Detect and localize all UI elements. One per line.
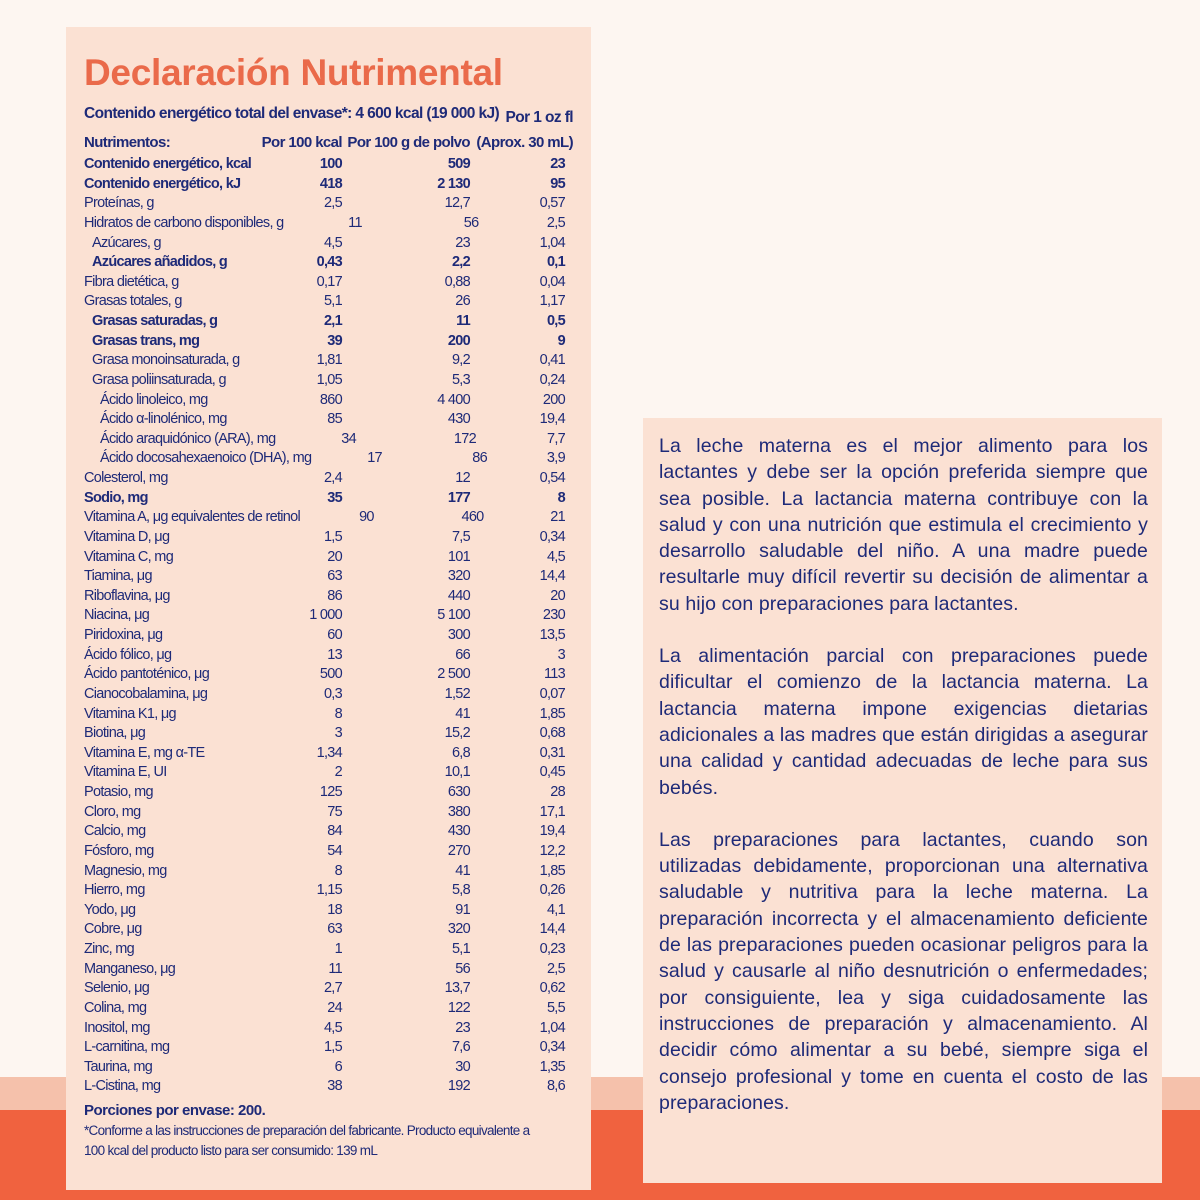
nutrient-name: Manganeso, μg	[84, 960, 176, 977]
value-per-100g: 270	[447, 842, 470, 859]
label-footer	[84, 1101, 573, 1161]
value-per-100kcal: 35	[327, 489, 342, 506]
table-row	[84, 508, 573, 528]
nutrient-name: Contenido energético, kcal	[84, 156, 252, 172]
value-per-100g: 7,5	[451, 528, 470, 545]
table-row	[84, 312, 573, 332]
nutrient-name: Inositol, mg	[84, 1019, 150, 1036]
value-per-30ml: 9	[557, 332, 565, 349]
value-per-100kcal: 100	[319, 156, 342, 172]
value-per-30ml: 0,34	[539, 1039, 565, 1056]
value-per-100kcal: 418	[319, 175, 342, 192]
nutrient-name: Piridoxina, μg	[84, 627, 163, 643]
value-per-100kcal: 39	[327, 332, 342, 349]
value-per-100g: 2 130	[437, 175, 470, 192]
nutrient-name: Niacina, μg	[84, 607, 150, 624]
table-row	[84, 175, 573, 195]
value-per-100kcal: 24	[327, 999, 342, 1016]
value-per-100g: 320	[447, 568, 470, 585]
nutrient-name: L-Cistina, mg	[84, 1078, 161, 1095]
value-per-100kcal: 90	[359, 509, 374, 526]
table-row	[84, 705, 573, 725]
value-per-100kcal: 0,43	[316, 254, 342, 271]
table-row	[84, 940, 573, 960]
nutrient-name: Proteínas, g	[84, 195, 154, 212]
value-per-100kcal: 3	[334, 725, 342, 742]
value-per-100g: 630	[447, 784, 470, 800]
footnote-line-2: 100 kcal del producto listo para ser consumido: 139 mL	[84, 1143, 378, 1158]
nutrient-name: Vitamina K1, μg	[84, 705, 176, 722]
table-row	[84, 724, 573, 744]
value-per-100g: 440	[447, 587, 470, 604]
value-per-100kcal: 38	[327, 1078, 342, 1095]
table-row	[84, 920, 573, 940]
nutrient-name: Vitamina A, μg equivalentes de retinol	[84, 509, 301, 526]
value-per-30ml: 17,1	[539, 803, 565, 820]
value-per-30ml: 0,68	[539, 725, 565, 742]
header-per-30ml: (Aprox. 30 mL)	[476, 134, 573, 151]
value-per-100g: 56	[455, 960, 470, 977]
value-per-100kcal: 11	[348, 214, 362, 231]
value-per-30ml: 13,5	[539, 627, 565, 643]
value-per-100g: 91	[455, 901, 470, 918]
value-per-100kcal: 1,34	[316, 744, 342, 761]
value-per-30ml: 20	[550, 587, 565, 604]
value-per-100kcal: 1 000	[309, 607, 342, 624]
value-per-100g: 430	[447, 411, 470, 428]
value-per-30ml: 0,54	[539, 470, 565, 486]
nutrient-name: Hidratos de carbono disponibles, g	[84, 214, 284, 231]
nutrient-name: Grasas totales, g	[84, 293, 182, 310]
value-per-100kcal: 20	[327, 548, 342, 565]
value-per-30ml: 19,4	[539, 411, 565, 428]
nutrient-name: Magnesio, mg	[84, 862, 167, 879]
value-per-30ml: 8	[557, 489, 565, 506]
value-per-30ml: 200	[542, 391, 565, 408]
value-per-100kcal: 1,05	[316, 371, 342, 388]
nutrient-name: Grasa poliinsaturada, g	[92, 371, 226, 388]
value-per-100kcal: 18	[327, 901, 342, 918]
value-per-100kcal: 1,5	[323, 528, 342, 545]
nutrient-name: Ácido docosahexaenoico (DHA), mg	[100, 450, 312, 467]
value-per-30ml: 0,23	[539, 941, 565, 957]
nutrient-name: Grasa monoinsaturada, g	[92, 352, 240, 369]
table-row	[84, 822, 573, 842]
table-row	[84, 292, 573, 312]
nutrient-name: Biotina, μg	[84, 725, 146, 742]
table-row	[84, 763, 573, 783]
value-per-100kcal: 8	[334, 862, 342, 879]
nutrient-name: Azúcares añadidos, g	[92, 254, 228, 271]
value-per-100kcal: 60	[327, 627, 342, 643]
value-per-30ml: 3,9	[546, 450, 565, 467]
value-per-100g: 320	[447, 921, 470, 938]
nutrient-name: Grasas saturadas, g	[92, 313, 218, 329]
table-row	[84, 606, 573, 626]
header-nutrients: Nutrimentos:	[84, 134, 171, 151]
value-per-30ml: 23	[550, 156, 565, 172]
table-row	[84, 587, 573, 607]
value-per-30ml: 2,5	[546, 960, 565, 977]
table-row	[84, 351, 573, 371]
value-per-100kcal: 0,3	[323, 685, 342, 702]
value-per-100g: 11	[456, 313, 470, 329]
nutrient-name: Vitamina E, UI	[84, 764, 167, 781]
energy-total: Contenido energético total del envase*: 4 600 kcal (19 000 kJ)	[84, 105, 500, 122]
value-per-100kcal: 63	[327, 921, 342, 938]
value-per-30ml: 4,5	[546, 548, 565, 565]
value-per-100g: 86	[472, 450, 487, 467]
value-per-100kcal: 125	[319, 784, 342, 800]
value-per-30ml: 1,35	[539, 1058, 565, 1075]
value-per-100g: 509	[447, 156, 470, 172]
nutrient-name: Colina, mg	[84, 999, 147, 1016]
table-row	[84, 253, 573, 273]
value-per-100g: 2 500	[437, 666, 470, 683]
nutrient-name: Cianocobalamina, μg	[84, 685, 208, 702]
value-per-100g: 122	[447, 999, 470, 1016]
header-per-100kcal: Por 100 kcal	[261, 134, 342, 151]
nutrient-name: Vitamina D, μg	[84, 528, 170, 545]
value-per-100kcal: 1	[334, 941, 342, 957]
table-row	[84, 803, 573, 823]
value-per-100g: 4 400	[437, 391, 470, 408]
table-header	[84, 129, 573, 151]
value-per-100g: 5,1	[451, 941, 470, 957]
value-per-100g: 177	[447, 489, 470, 506]
value-per-30ml: 1,04	[539, 1019, 565, 1036]
value-per-100kcal: 860	[319, 391, 342, 408]
value-per-30ml: 3	[557, 646, 565, 663]
nutrient-name: Yodo, μg	[84, 901, 136, 918]
value-per-100g: 460	[461, 509, 484, 526]
table-row	[84, 234, 573, 254]
value-per-30ml: 95	[550, 175, 565, 192]
value-per-30ml: 0,5	[546, 313, 565, 329]
value-per-30ml: 0,41	[539, 352, 565, 369]
table-row	[84, 1077, 573, 1097]
value-per-100g: 5 100	[437, 607, 470, 624]
table-row	[84, 567, 573, 587]
table-row	[84, 783, 573, 803]
value-per-100g: 101	[447, 548, 470, 565]
value-per-30ml: 0,24	[539, 371, 565, 388]
advice-paragraph-2: La alimentación parcial con preparaciones puede dificultar el comienzo de la lactancia materna. La lactancia materna impone exigencias dietarias adicionales a las madres que están dirigidas a asegurar una calidad y cantidad adecuadas de leche para sus bebés.	[659, 645, 1148, 799]
value-per-100kcal: 5,1	[323, 293, 342, 310]
value-per-100kcal: 2,4	[323, 470, 342, 486]
value-per-100g: 41	[455, 705, 470, 722]
value-per-30ml: 0,34	[539, 528, 565, 545]
value-per-100g: 1,52	[444, 685, 470, 702]
table-row	[84, 489, 573, 509]
value-per-100kcal: 85	[327, 411, 342, 428]
nutrient-name: Taurina, mg	[84, 1058, 153, 1075]
value-per-100g: 5,8	[451, 882, 470, 899]
value-per-100g: 430	[447, 823, 470, 840]
value-per-100kcal: 17	[367, 450, 382, 467]
energy-total-line	[84, 105, 573, 129]
value-per-100g: 56	[463, 214, 479, 231]
value-per-30ml: 8,6	[546, 1078, 565, 1095]
value-per-100g: 15,2	[444, 725, 470, 742]
table-row	[84, 332, 573, 352]
nutrient-name: Vitamina E, mg α-TE	[84, 744, 205, 761]
nutrient-name: Fibra dietética, g	[84, 273, 179, 290]
value-per-30ml: 113	[543, 666, 565, 683]
value-per-100g: 26	[455, 293, 470, 310]
nutrient-name: L-carnitina, mg	[84, 1039, 170, 1056]
value-per-30ml: 2,5	[546, 214, 565, 231]
value-per-30ml: 0,04	[539, 273, 565, 290]
table-row	[84, 273, 573, 293]
label-title: Declaración Nutrimental	[84, 52, 503, 93]
value-per-30ml: 230	[542, 607, 565, 624]
table-row	[84, 626, 573, 646]
value-per-100kcal: 84	[327, 823, 342, 840]
value-per-100kcal: 63	[327, 568, 342, 585]
table-row	[84, 449, 573, 469]
table-row	[84, 155, 573, 175]
table-row	[84, 391, 573, 411]
value-per-100g: 13,7	[444, 980, 470, 997]
value-per-30ml: 0,62	[539, 980, 565, 997]
table-row	[84, 665, 573, 685]
nutrient-name: Calcio, mg	[84, 823, 146, 840]
nutrient-name: Vitamina C, mg	[84, 548, 174, 565]
value-per-100g: 41	[455, 862, 470, 879]
table-row	[84, 1019, 573, 1039]
value-per-30ml: 19,4	[539, 823, 565, 840]
nutrient-name: Cloro, mg	[84, 803, 141, 820]
nutrient-name: Ácido pantoténico, μg	[84, 666, 210, 683]
value-per-30ml: 5,5	[546, 999, 565, 1016]
table-row	[84, 685, 573, 705]
nutrient-name: Contenido energético, kJ	[84, 175, 241, 192]
value-per-100kcal: 4,5	[323, 234, 342, 251]
value-per-100kcal: 34	[341, 430, 357, 447]
value-per-100g: 7,6	[451, 1039, 470, 1056]
value-per-30ml: 0,31	[539, 744, 565, 761]
nutrient-name: Potasio, mg	[84, 784, 153, 800]
table-row	[84, 646, 573, 666]
value-per-100g: 6,8	[451, 744, 470, 761]
nutrient-name: Ácido fólico, μg	[84, 646, 172, 663]
table-row	[84, 548, 573, 568]
value-per-30ml: 0,1	[546, 254, 565, 271]
nutrition-label-card	[66, 27, 591, 1190]
value-per-30ml: 1,04	[539, 234, 565, 251]
value-per-100kcal: 2,5	[323, 195, 342, 212]
value-per-100g: 2,2	[451, 254, 470, 271]
nutrition-table	[84, 155, 573, 1097]
value-per-100kcal: 8	[334, 705, 342, 722]
value-per-100g: 200	[447, 332, 470, 349]
table-row	[84, 528, 573, 548]
per-1oz-header: Por 1 oz fl	[505, 109, 573, 126]
nutrient-name: Ácido araquidónico (ARA), mg	[100, 430, 276, 447]
value-per-30ml: 1,17	[539, 293, 565, 310]
value-per-100kcal: 11	[328, 960, 342, 977]
nutrient-name: Azúcares, g	[92, 234, 161, 251]
value-per-100kcal: 13	[327, 646, 342, 663]
nutrient-name: Fósforo, mg	[84, 842, 154, 859]
nutrient-name: Grasas trans, mg	[92, 332, 200, 349]
value-per-100kcal: 1,15	[316, 882, 342, 899]
table-row	[84, 1038, 573, 1058]
value-per-100kcal: 4,5	[323, 1019, 342, 1036]
table-row	[84, 999, 573, 1019]
value-per-100g: 0,88	[444, 273, 470, 290]
nutrient-name: Riboflavina, μg	[84, 587, 170, 604]
value-per-100kcal: 2	[334, 764, 342, 781]
value-per-100g: 12,7	[444, 195, 470, 212]
table-row	[84, 410, 573, 430]
nutrient-name: Tiamina, μg	[84, 568, 152, 585]
table-row	[84, 469, 573, 489]
value-per-100kcal: 2,1	[323, 313, 342, 329]
table-row	[84, 901, 573, 921]
value-per-30ml: 0,45	[539, 764, 565, 781]
value-per-30ml: 0,57	[539, 195, 565, 212]
value-per-100g: 12	[455, 470, 470, 486]
nutrient-name: Sodio, mg	[84, 489, 148, 506]
value-per-30ml: 14,4	[539, 921, 565, 938]
table-row	[84, 881, 573, 901]
value-per-100kcal: 1,5	[323, 1039, 342, 1056]
value-per-100g: 192	[447, 1078, 470, 1095]
value-per-100kcal: 2,7	[323, 980, 342, 997]
nutrient-name: Colesterol, mg	[84, 470, 168, 486]
value-per-30ml: 0,07	[539, 685, 565, 702]
value-per-100g: 172	[453, 430, 476, 447]
table-row	[84, 842, 573, 862]
value-per-100g: 5,3	[451, 371, 470, 388]
value-per-100kcal: 75	[327, 803, 342, 820]
nutrient-name: Selenio, μg	[84, 980, 150, 997]
table-row	[84, 862, 573, 882]
table-row	[84, 1058, 573, 1078]
table-row	[84, 214, 573, 234]
portions-per-package: Porciones por envase: 200.	[84, 1102, 266, 1119]
nutrient-name: Ácido linoleico, mg	[100, 391, 208, 408]
nutrient-name: Ácido α-linolénico, mg	[100, 411, 227, 428]
value-per-30ml: 4,1	[546, 901, 565, 918]
value-per-100g: 300	[447, 627, 470, 643]
header-per-100g: Por 100 g de polvo	[347, 134, 470, 151]
table-row	[84, 960, 573, 980]
value-per-100g: 23	[455, 1019, 470, 1036]
value-per-30ml: 28	[550, 784, 565, 800]
value-per-100kcal: 54	[327, 842, 342, 859]
table-row	[84, 371, 573, 391]
value-per-100kcal: 1,81	[316, 352, 342, 369]
value-per-30ml: 7,7	[546, 430, 566, 447]
value-per-100kcal: 500	[319, 666, 342, 683]
footnote-line-1: *Conforme a las instrucciones de preparación del fabricante. Producto equivalente a	[84, 1123, 530, 1138]
value-per-100kcal: 6	[334, 1058, 342, 1075]
value-per-100kcal: 0,17	[316, 273, 342, 290]
table-row	[84, 979, 573, 999]
table-row	[84, 744, 573, 764]
value-per-100g: 23	[455, 234, 470, 251]
value-per-30ml: 12,2	[539, 842, 565, 859]
value-per-100g: 10,1	[444, 764, 470, 781]
value-per-100g: 9,2	[451, 352, 470, 369]
value-per-30ml: 14,4	[539, 568, 565, 585]
value-per-100kcal: 86	[327, 587, 342, 604]
advice-paragraph-1: La leche materna es el mejor alimento para los lactantes y debe ser la opción preferida siempre que sea posible. La lactancia materna contribuye con la salud y con una nutrición que estimula el crecimiento y desarrollo saludable del niño. A una madre puede resultarle muy difícil revertir su decisión de alimentar a su hijo con preparaciones para lactantes.	[659, 435, 1148, 615]
value-per-100g: 30	[455, 1058, 470, 1075]
value-per-100g: 380	[447, 803, 470, 820]
nutrient-name: Hierro, mg	[84, 882, 145, 899]
breastfeeding-advice-card	[643, 418, 1162, 1183]
value-per-30ml: 1,85	[539, 705, 565, 722]
value-per-30ml: 0,26	[539, 882, 565, 899]
value-per-30ml: 21	[550, 509, 565, 526]
table-row	[84, 430, 573, 450]
nutrient-name: Zinc, mg	[84, 941, 134, 957]
value-per-30ml: 1,85	[539, 862, 565, 879]
advice-paragraph-3: Las preparaciones para lactantes, cuando son utilizadas debidamente, proporcionan una alternativa saludable y nutritiva para la leche materna. La preparación incorrecta y el almacenamiento deficiente de las preparaciones pueden ocasionar peligros para la salud y causarle al niño desnutrición o enfermedades; por consiguiente, lea y siga cuidadosamente las instrucciones de preparación y almacenamiento. Al decidir cómo alimentar a su bebé, siempre siga el consejo profesional y tome en cuenta el costo de las preparaciones.	[659, 828, 1148, 1114]
nutrient-name: Cobre, μg	[84, 921, 142, 938]
value-per-100g: 66	[455, 646, 470, 663]
table-row	[84, 194, 573, 214]
